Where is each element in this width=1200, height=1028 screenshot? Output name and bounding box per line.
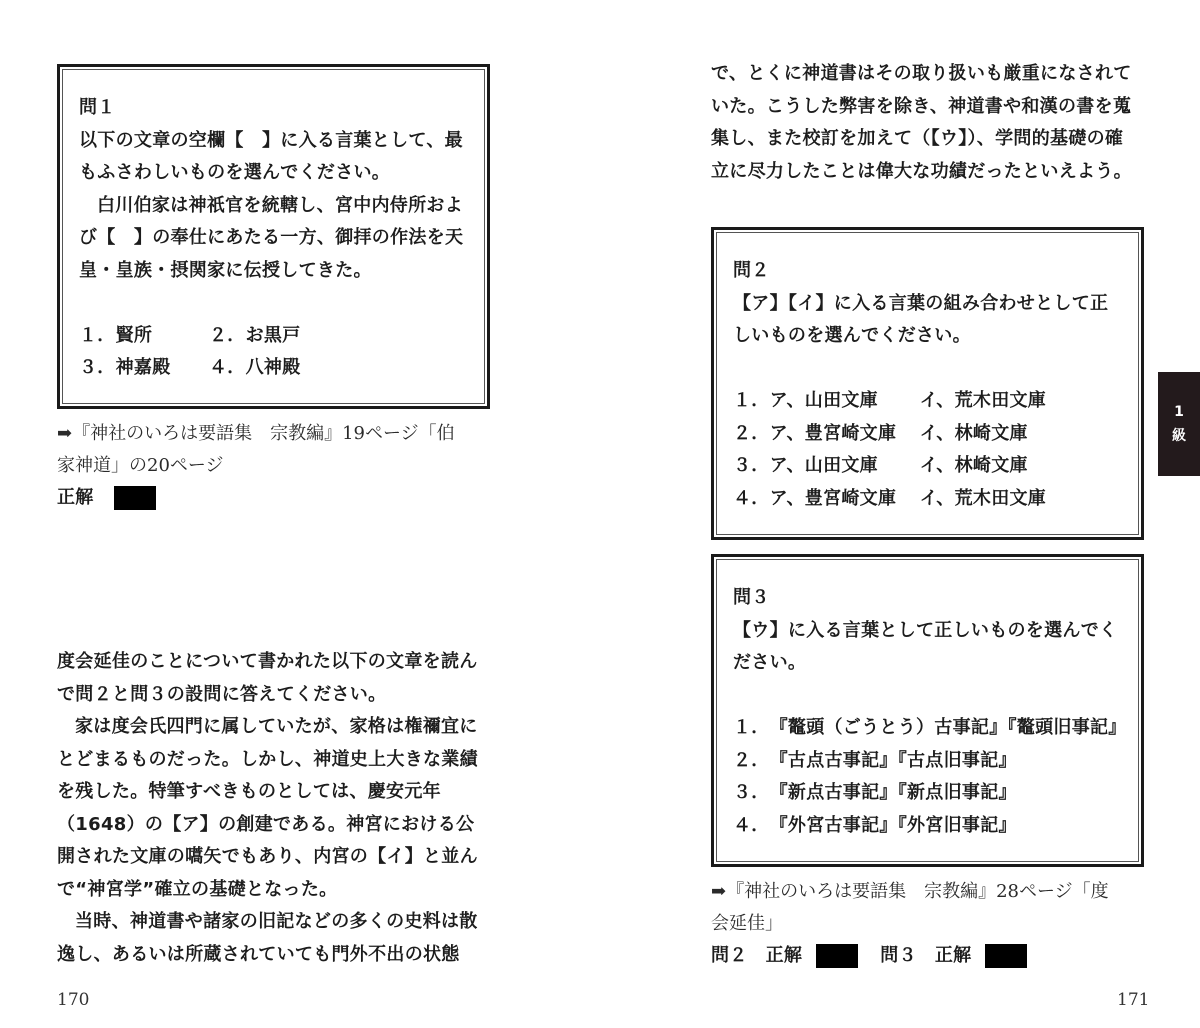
answer-label: 正解 — [934, 945, 972, 966]
question1-option-1[interactable]: １．賢所 — [79, 324, 153, 346]
page-number: 170 — [57, 990, 90, 1010]
question3-prompt-line: ださい。 — [733, 652, 807, 673]
passage-line: 開された文庫の嚆矢でもあり、内宮の【イ】と並ん — [57, 846, 478, 867]
question3-option-4[interactable]: ４． 『外宮古事記』『外宮旧事記』 — [733, 814, 1017, 836]
answer-label: 正解 — [57, 487, 94, 508]
passage-line: で“神宮学”確立の基礎となった。 — [57, 878, 338, 900]
question1-box — [57, 64, 490, 409]
question3-prompt-line: 【ウ】に入る言葉として正しいものを選んでく — [733, 619, 1118, 641]
question1-options-row — [79, 352, 468, 385]
level-number: 1 — [1174, 404, 1184, 420]
question1-option-3[interactable]: ３．神嘉殿 — [79, 357, 171, 378]
answer-label: 正解 — [765, 945, 803, 966]
question1-reference — [57, 418, 497, 515]
question2-prompt-line: しいものを選んでください。 — [733, 325, 971, 346]
question2-box — [711, 227, 1144, 540]
question2-prompt-line: 【ア】【イ】に入る言葉の組み合わせとして正 — [733, 292, 1109, 314]
passage-line: 逸し、あるいは所蔵されていても門外不出の状態 — [57, 943, 460, 965]
passage-line: とどまるものだった。しかし、神道史上大きな業績 — [57, 748, 478, 770]
redacted-answer-q3 — [985, 944, 1027, 968]
question1-title: 問１ — [79, 97, 116, 118]
reference-line: 会延佳」 — [711, 913, 783, 934]
answers-row — [711, 940, 1156, 973]
passage-line: 当時、神道書や諸家の旧記などの多くの史料は散 — [75, 911, 478, 932]
redacted-answer-q2 — [816, 944, 858, 968]
reference-line: ➡『神社のいろは要語集 宗教編』19ページ「伯 — [57, 423, 455, 444]
page-number: 171 — [1117, 990, 1150, 1010]
question3-option-1[interactable]: １． 『鼇頭（ごうとう）古事記』『鼇頭旧事記』 — [733, 717, 1127, 738]
question1-option-2[interactable]: ２．お黒戸 — [209, 324, 301, 346]
question1-prompt-line: 以下の文章の空欄【 】に入る言葉として、最 — [79, 129, 463, 151]
redacted-answer — [114, 486, 156, 510]
intro-line: で問２と問３の設問に答えてください。 — [57, 683, 387, 705]
level-label: 級 — [1172, 428, 1186, 444]
reference-line: ➡『神社のいろは要語集 宗教編』28ページ「度 — [711, 881, 1109, 902]
level-side-tab — [1158, 372, 1200, 476]
question2-option-2[interactable]: ２． ア、豊宮崎文庫 イ、林崎文庫 — [733, 422, 1028, 444]
question3-option-2[interactable]: ２． 『古点古事記』『古点旧事記』 — [733, 749, 1017, 771]
question1-passage-line: 皇・皇族・摂関家に伝授してきた。 — [79, 259, 372, 281]
passage-line: いた。こうした弊害を除き、神道書や和漢の書を蒐 — [711, 95, 1132, 117]
question2-option-3[interactable]: ３． ア、山田文庫 イ、林崎文庫 — [733, 455, 1028, 476]
question2-option-1[interactable]: １． ア、山田文庫 イ、荒木田文庫 — [733, 390, 1047, 411]
question1-prompt-line: もふさわしいものを選んでください。 — [79, 162, 391, 183]
passage-line: （1648）の【ア】の創建である。神宮における公 — [57, 813, 475, 835]
intro-line: 度会延佳のことについて書かれた以下の文章を読ん — [57, 651, 478, 672]
continued-passage — [711, 58, 1156, 188]
question3-answer-label: 問３ — [880, 945, 917, 966]
question1-options-row — [79, 320, 468, 353]
question3-title: 問３ — [733, 587, 770, 608]
question1-passage-line: び【 】の奉仕にあたる一方、御拝の作法を天 — [79, 227, 464, 248]
passage-line: 家は度会氏四門に属していたが、家格は権禰宜に — [75, 716, 478, 737]
question1-passage-line: 白川伯家は神祇官を統轄し、宮中内侍所およ — [97, 194, 463, 216]
intro-passage — [57, 646, 497, 971]
question2-option-4[interactable]: ４． ア、豊宮崎文庫 イ、荒木田文庫 — [733, 487, 1047, 509]
question23-reference — [711, 876, 1156, 973]
question3-option-3[interactable]: ３． 『新点古事記』『新点旧事記』 — [733, 782, 1017, 803]
right-page — [600, 0, 1200, 1028]
passage-line: で、とくに神道書はその取り扱いも厳重になされて — [711, 63, 1132, 84]
question1-answer-row — [57, 482, 497, 515]
question3-box — [711, 554, 1144, 867]
reference-line: 家神道」の20ページ — [57, 455, 224, 476]
question2-answer-label: 問２ — [711, 945, 748, 966]
passage-line: 集し、また校訂を加えて（【ウ】）、学問的基礎の確 — [711, 128, 1124, 149]
passage-line: を残した。特筆すべきものとしては、慶安元年 — [57, 781, 441, 802]
passage-line: 立に尽力したことは偉大な功績だったといえよう。 — [711, 160, 1132, 182]
question2-title: 問２ — [733, 260, 770, 281]
question1-option-4[interactable]: ４．八神殿 — [209, 357, 301, 378]
